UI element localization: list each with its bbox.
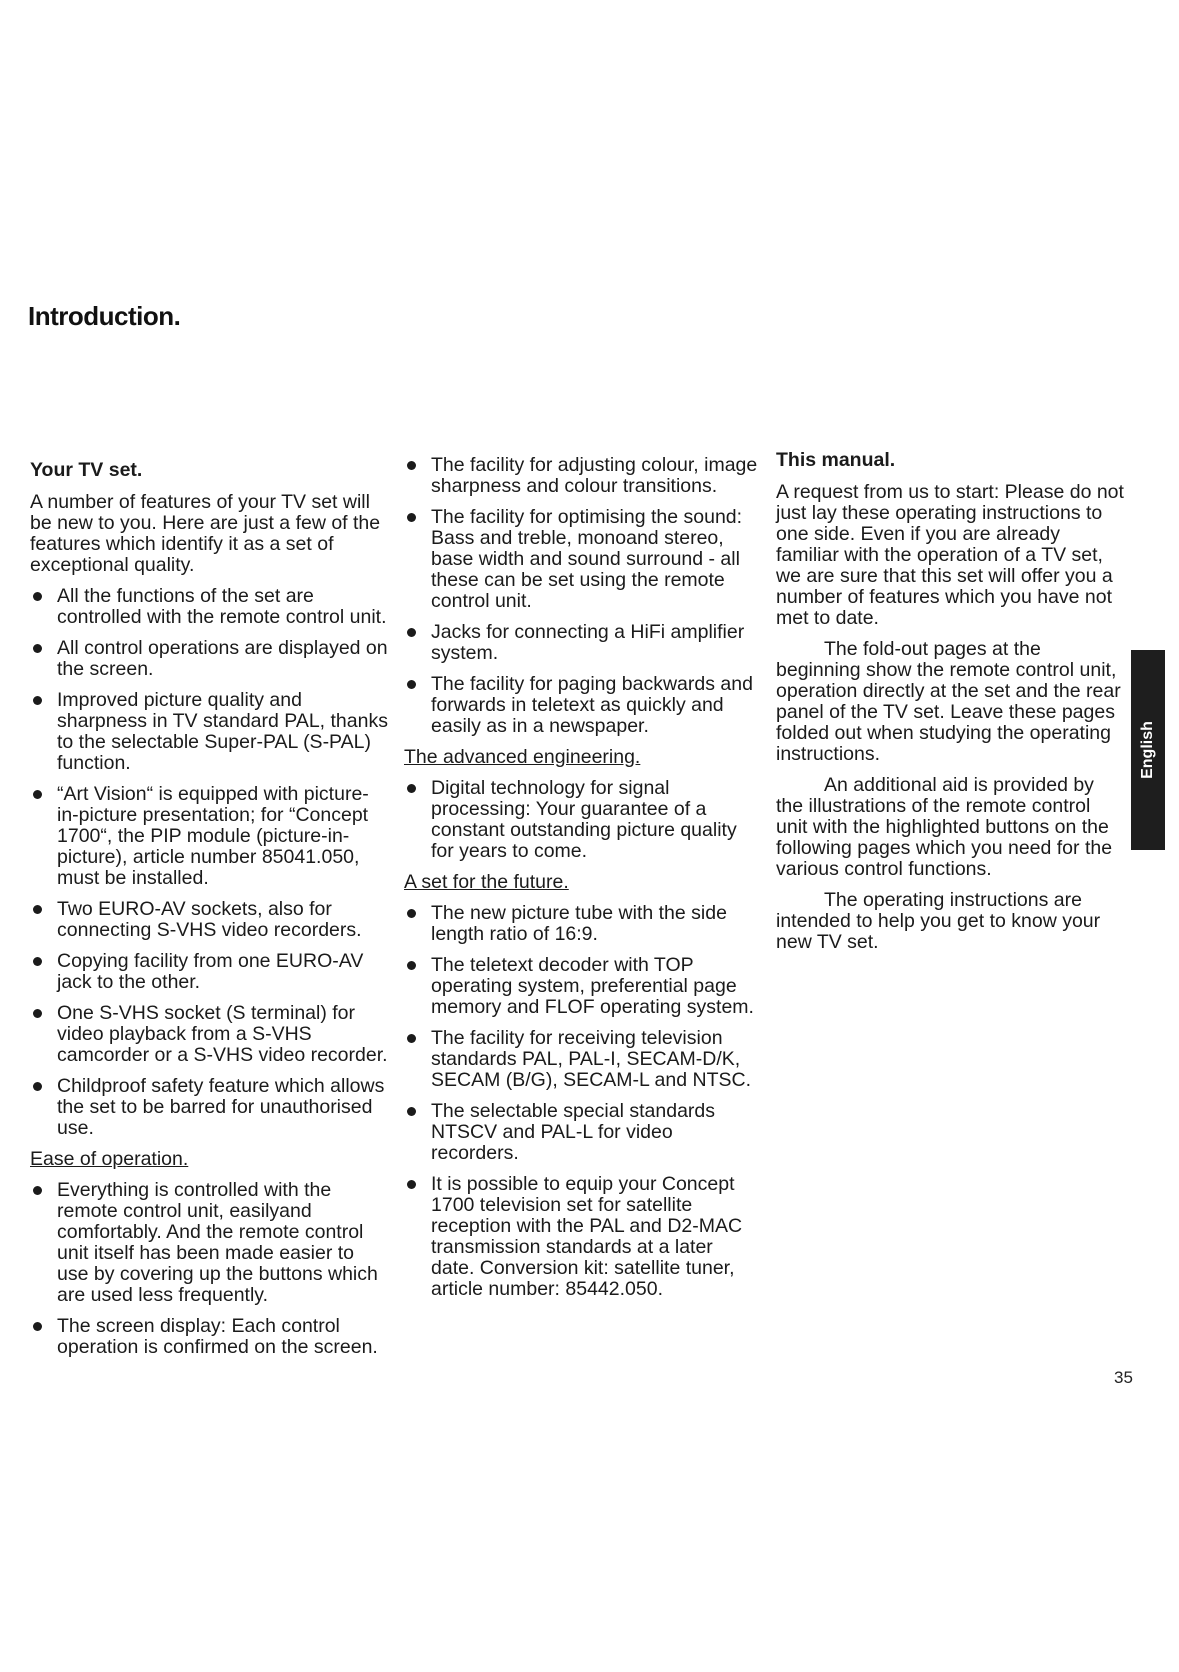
section-heading-ease-of-operation: Ease of operation. [30,1148,189,1170]
manual-paragraph: An additional aid is provided by the illustrations of the remote control unit with the highlighted buttons on the following pages which you need for the various control functions. [776,774,1113,880]
list-item: Two EURO-AV sockets, also for connecting S-VHS video recorders. [30,899,390,941]
list-item: The facility for receiving television standards PAL, PAL-I, SECAM-D/K, SECAM (B/G), SECAM-L and NTSC. [404,1028,759,1091]
list-item: The teletext decoder with TOP operating system, preferential page memory and FLOF operating system. [404,955,759,1018]
section-heading-advanced-engineering: The advanced engineering. [404,746,641,768]
manual-paragraph: A request from us to start: Please do not just lay these operating instructions to one side. Even if you are already familiar with the operation of a TV set, we are sure that this set will offer you a number of features which you have not met to date. [776,481,1124,629]
list-item: The screen display: Each control operation is confirmed on the screen. [30,1316,390,1358]
list-item: Digital technology for signal processing: Your guarantee of a constant outstanding picture quality for years to come. [404,778,759,862]
section-heading-set-for-the-future: A set for the future. [404,871,569,893]
feature-list [30,586,390,1139]
column-left [30,460,390,1368]
manual-paragraph: The operating instructions are intended to help you get to know your new TV set. [776,889,1101,953]
your-tv-set-intro: A number of features of your TV set will be new to you. Here are just a few of the features which identify it as a set of exceptional quality. [30,491,381,576]
list-item: All the functions of the set are controlled with the remote control unit. [30,586,390,628]
ease-of-operation-list-continued [404,455,759,737]
list-item: Improved picture quality and sharpness in TV standard PAL, thanks to the selectable Super-PAL (S-PAL) function. [30,690,390,774]
list-item: The facility for paging backwards and forwards in teletext as quickly and easily as in a newspaper. [404,674,759,737]
list-item: The facility for adjusting colour, image sharpness and colour transitions. [404,455,759,497]
list-item: Jacks for connecting a HiFi amplifier system. [404,622,759,664]
list-item: Copying facility from one EURO-AV jack to the other. [30,951,390,993]
ease-of-operation-list [30,1180,390,1358]
list-item: It is possible to equip your Concept 1700 television set for satellite reception with the PAL and D2-MAC transmission standards at a later date. Conversion kit: satellite tuner, article number: 85442.050. [404,1174,759,1300]
list-item: The new picture tube with the side length ratio of 16:9. [404,903,759,945]
list-item: The facility for optimising the sound: Bass and treble, monoand stereo, base width and sound surround - all these can be set using the remote control unit. [404,507,759,612]
list-item: The selectable special standards NTSCV and PAL-L for video recorders. [404,1101,759,1164]
section-heading-your-tv-set: Your TV set. [30,459,143,481]
language-tab [1131,650,1165,850]
column-middle [404,455,759,1310]
list-item: Everything is controlled with the remote control unit, easilyand comfortably. And the remote control unit itself has been made easier to use by covering up the buttons which are used less frequently. [30,1180,390,1306]
list-item: All control operations are displayed on the screen. [30,638,390,680]
list-item: One S-VHS socket (S terminal) for video playback from a S-VHS camcorder or a S-VHS video recorder. [30,1003,390,1066]
list-item: “Art Vision“ is equipped with picture-in-picture presentation; for “Concept 1700“, the PIP module (picture-in-picture), article number 85041.050, must be installed. [30,784,390,889]
page-number: 35 [1114,1368,1133,1387]
column-right [776,450,1126,963]
page-title: Introduction. [28,301,181,332]
manual-paragraph: The fold-out pages at the beginning show the remote control unit, operation directly at the set and the rear panel of the TV set. Leave these pages folded out when studying the operating instructions. [776,638,1121,765]
section-heading-this-manual: This manual. [776,449,896,471]
language-tab-label: English [1139,721,1156,779]
advanced-engineering-list [404,778,759,862]
set-for-the-future-list [404,903,759,1300]
list-item: Childproof safety feature which allows the set to be barred for unauthorised use. [30,1076,390,1139]
